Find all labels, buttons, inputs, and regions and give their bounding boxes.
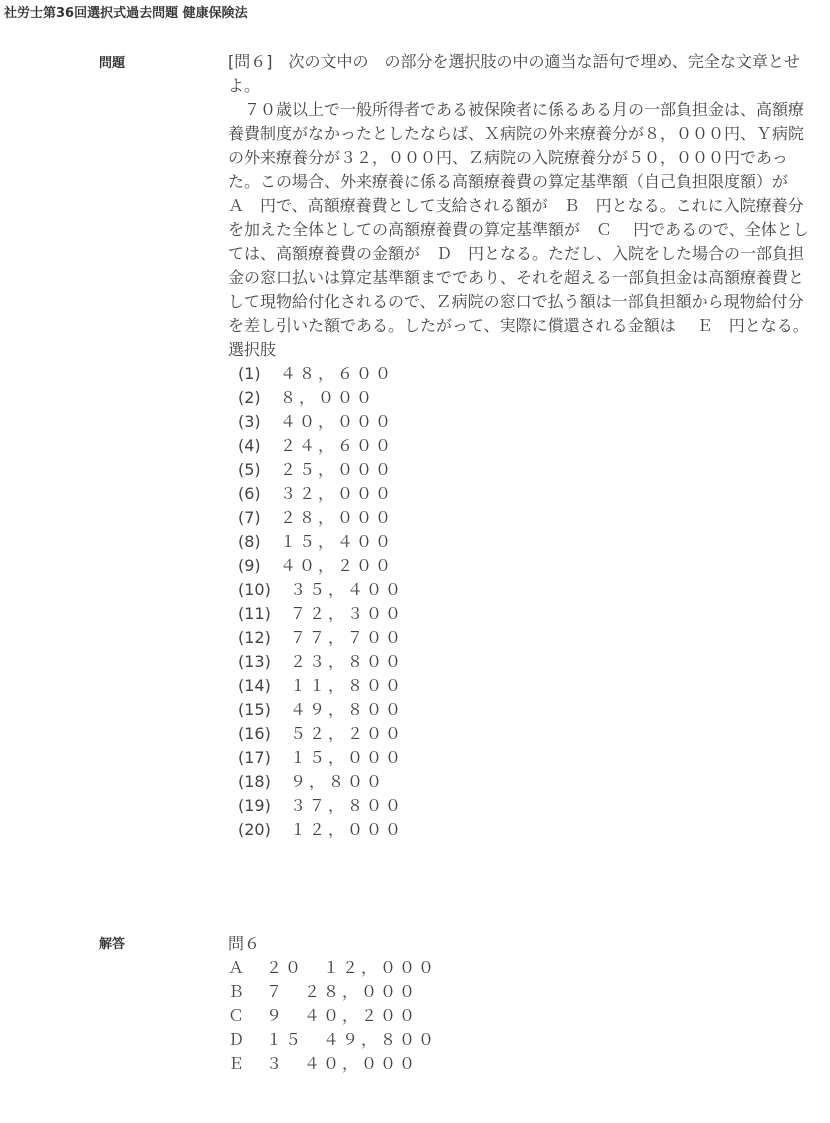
choice-number: (19)	[238, 796, 271, 815]
choice-number: (3)	[238, 412, 261, 431]
choice-value: ９，８００	[290, 772, 386, 791]
choice-value: ４０，０００	[280, 412, 395, 431]
choice-value: ３７，８００	[290, 796, 405, 815]
choice-item	[228, 602, 812, 626]
choice-item	[228, 674, 812, 698]
choice-value: １１，８００	[290, 676, 405, 695]
question-text: ７０歳以上で一般所得者である被保険者に係るある月の一部負担金は、高額療養費制度がなかったとしたならば、Ｘ病院の外来療養分が８，０００円、Ｙ病院の外来療養分が３２，０００円、Ｚ病院の入院療養分が５０，０００円であった。この場合、外来療養に係る高額療養費の算定基準額（自己負担限度額）が Ａ 円で、高額療養費として支給される額が Ｂ 円となる。これに入院療養分を加えた全体としての高額療養費の算定基準額が Ｃ 円であるので、全体としては、高額療養費の金額が Ｄ 円となる。ただし、入院をした場合の一部負担金の窓口払いは算定基準額までであり、それを超える一部負担金は高額療養費として現物給付化されるので、Ｚ病院の窓口で払う額は一部負担額から現物給付分を差し引いた額である。したがって、実際に償還される金額は Ｅ 円となる。	[228, 100, 810, 335]
choice-number: (12)	[238, 628, 271, 647]
choice-value: ２３，８００	[290, 652, 405, 671]
choice-item	[228, 362, 812, 386]
question-block	[228, 50, 812, 842]
choice-number: (17)	[238, 748, 271, 767]
choice-item	[228, 578, 812, 602]
choice-number: (8)	[238, 532, 261, 551]
choice-list	[228, 362, 812, 842]
choice-value: １５，０００	[290, 748, 405, 767]
choice-value: ５２，２００	[290, 724, 405, 743]
choice-value: ４９，８００	[290, 700, 405, 719]
choice-number: (15)	[238, 700, 271, 719]
choice-number: (20)	[238, 820, 271, 839]
choice-value: ７７，７００	[290, 628, 405, 647]
answer-item: Ｅ ３ ４０，０００	[228, 1054, 419, 1073]
choice-item	[228, 698, 812, 722]
choice-item	[228, 746, 812, 770]
answer-heading: 問６	[228, 934, 261, 953]
choice-value: ３２，０００	[280, 484, 395, 503]
choice-value: ４８，６００	[280, 364, 395, 383]
choice-number: (5)	[238, 460, 261, 479]
choice-number: (9)	[238, 556, 261, 575]
page-title: 社労士第36回選択式過去問題 健康保険法	[4, 6, 248, 21]
answer-item: Ａ ２０ １２，０００	[228, 958, 438, 977]
choice-value: ２４，６００	[280, 436, 395, 455]
choice-number: (18)	[238, 772, 271, 791]
choices-heading: 選択肢	[228, 340, 277, 359]
choice-item	[228, 794, 812, 818]
choice-item	[228, 506, 812, 530]
choice-item	[228, 770, 812, 794]
choice-item	[228, 626, 812, 650]
answer-list	[228, 956, 812, 1076]
choice-item	[228, 722, 812, 746]
choice-value: ３５，４００	[290, 580, 405, 599]
choice-item	[228, 818, 812, 842]
choice-number: (10)	[238, 580, 271, 599]
question-heading: [問６] 次の文中の の部分を選択肢の中の適当な語句で埋め、完全な文章とせよ。	[228, 52, 800, 95]
answer-label: 解答	[99, 937, 126, 952]
choice-number: (14)	[238, 676, 271, 695]
choice-item	[228, 434, 812, 458]
choice-item	[228, 554, 812, 578]
choice-number: (4)	[238, 436, 261, 455]
choice-number: (11)	[238, 604, 271, 623]
choice-item	[228, 482, 812, 506]
choice-value: ２５，０００	[280, 460, 395, 479]
choice-number: (6)	[238, 484, 261, 503]
choice-number: (13)	[238, 652, 271, 671]
choice-value: ４０，２００	[280, 556, 395, 575]
choice-value: １２，０００	[290, 820, 405, 839]
choice-item	[228, 386, 812, 410]
choice-item	[228, 410, 812, 434]
question-label: 問題	[99, 56, 126, 71]
choice-number: (16)	[238, 724, 271, 743]
choice-value: ２８，０００	[280, 508, 395, 527]
answer-block	[228, 932, 812, 1076]
answer-item: Ｃ ９ ４０，２００	[228, 1006, 419, 1025]
choice-item	[228, 650, 812, 674]
choice-number: (7)	[238, 508, 261, 527]
choice-value: ７２，３００	[290, 604, 405, 623]
answer-item: Ｂ ７ ２８，０００	[228, 982, 419, 1001]
choice-item	[228, 458, 812, 482]
choice-value: １５，４００	[280, 532, 395, 551]
choice-value: ８，０００	[280, 388, 376, 407]
choice-number: (2)	[238, 388, 261, 407]
choice-number: (1)	[238, 364, 261, 383]
answer-item: Ｄ １５ ４９，８００	[228, 1030, 438, 1049]
choice-item	[228, 530, 812, 554]
